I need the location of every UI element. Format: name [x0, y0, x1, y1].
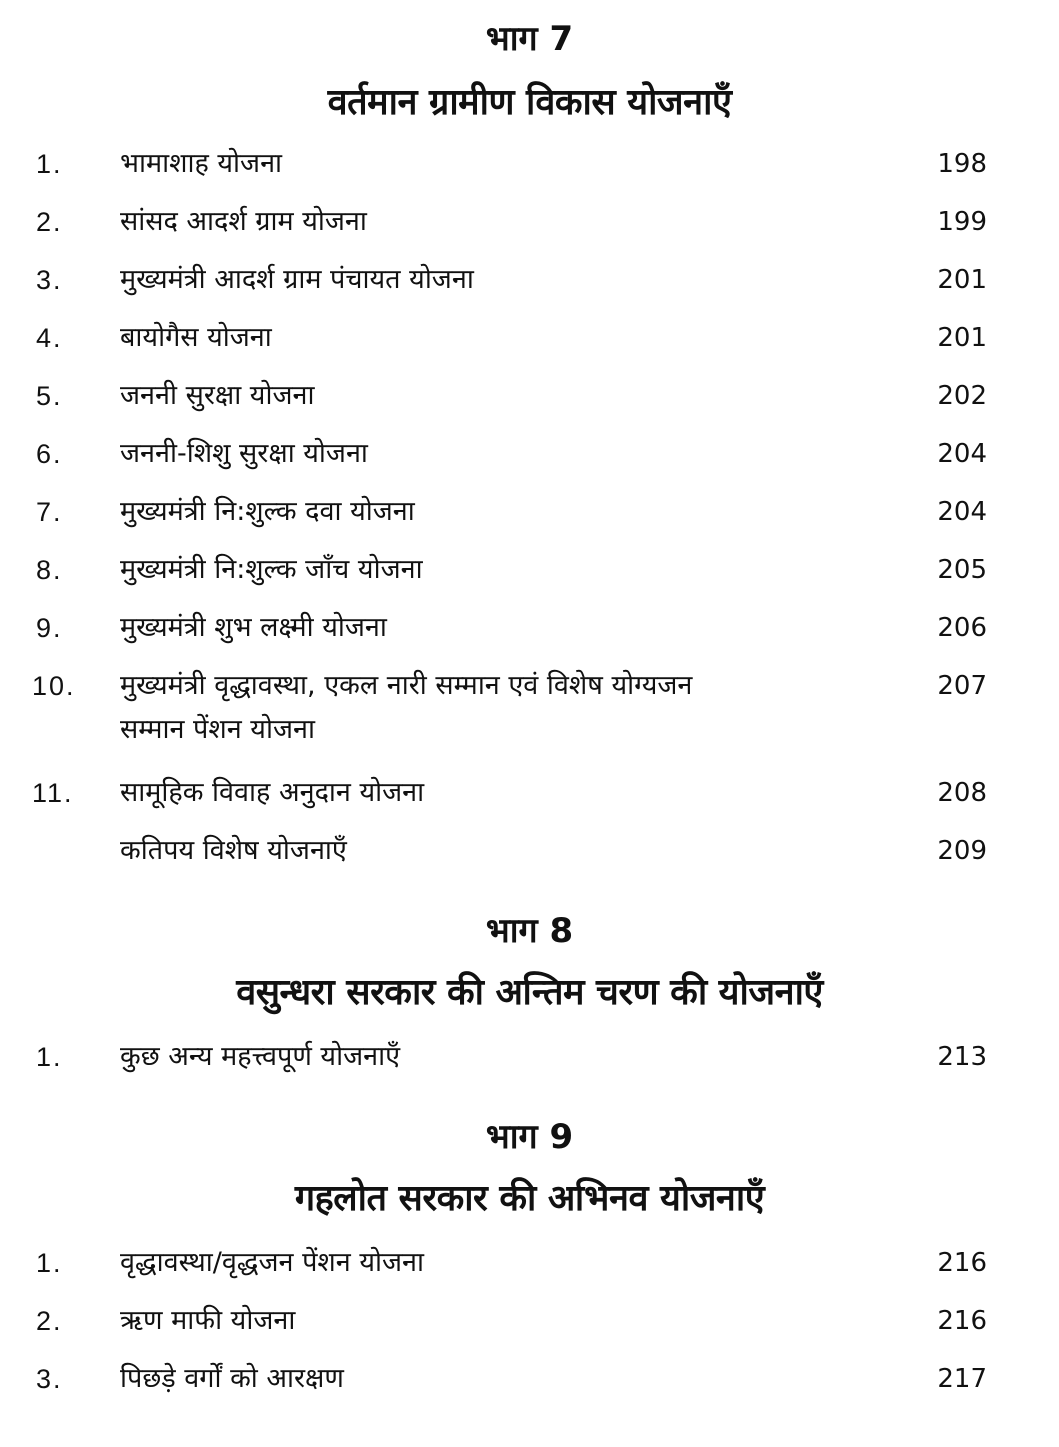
- entry-title: मुख्यमंत्री शुभ लक्ष्मी योजना: [120, 612, 387, 643]
- toc-entry[interactable]: [0, 606, 1059, 650]
- entry-number: 10.: [32, 671, 76, 701]
- entry-page-number: 204: [937, 497, 987, 527]
- toc-entry[interactable]: [0, 490, 1059, 534]
- entry-page-number: 209: [937, 836, 987, 866]
- entry-title: पिछड़े वर्गों को आरक्षण: [120, 1363, 344, 1394]
- entry-title: वृद्धावस्था/वृद्धजन पेंशन योजना: [120, 1247, 425, 1278]
- entry-number: 7.: [36, 497, 63, 527]
- entry-number: 1.: [36, 149, 63, 179]
- toc-entry[interactable]: [0, 1299, 1059, 1343]
- part-8-label: भाग 8: [485, 911, 574, 951]
- entry-number: 1.: [36, 1248, 63, 1278]
- part-7-title: वर्तमान ग्रामीण विकास योजनाएँ: [327, 82, 732, 123]
- toc-entry[interactable]: [0, 200, 1059, 244]
- entry-page-number: 205: [937, 555, 987, 585]
- entry-number: 8.: [36, 555, 63, 585]
- toc-entry[interactable]: [0, 142, 1059, 186]
- entry-title: मुख्यमंत्री नि:शुल्क दवा योजना: [120, 496, 415, 527]
- toc-entry[interactable]: [0, 258, 1059, 302]
- entry-title: जननी सुरक्षा योजना: [120, 380, 315, 411]
- entry-title-line-2: सम्मान पेंशन योजना: [120, 714, 315, 745]
- entry-page-number: 207: [937, 671, 987, 701]
- entry-number: 6.: [36, 439, 63, 469]
- entry-page-number: 216: [937, 1306, 987, 1336]
- part-8-title: वसुन्धरा सरकार की अन्तिम चरण की योजनाएँ: [236, 972, 823, 1013]
- entry-title-line-1: मुख्यमंत्री वृद्धावस्था, एकल नारी सम्मान एवं विशेष योग्यजन: [120, 670, 693, 701]
- entry-number: 2.: [36, 1306, 63, 1336]
- part-7-label: भाग 7: [485, 19, 574, 59]
- entry-page-number: 199: [937, 207, 987, 237]
- entry-number: 9.: [36, 613, 63, 643]
- entry-title: कतिपय विशेष योजनाएँ: [120, 835, 347, 866]
- entry-page-number: 201: [937, 265, 987, 295]
- entry-number: 1.: [36, 1042, 63, 1072]
- toc-entry[interactable]: [0, 1241, 1059, 1285]
- toc-entry[interactable]: [0, 829, 1059, 873]
- entry-title: कुछ अन्य महत्त्वपूर्ण योजनाएँ: [120, 1041, 401, 1072]
- part-9-title: गहलोत सरकार की अभिनव योजनाएँ: [294, 1178, 765, 1219]
- entry-number: 2.: [36, 207, 63, 237]
- entry-page-number: 204: [937, 439, 987, 469]
- entry-number: 5.: [36, 381, 63, 411]
- toc-entry[interactable]: [0, 771, 1059, 815]
- entry-title: मुख्यमंत्री नि:शुल्क जाँच योजना: [120, 554, 423, 585]
- entry-number: 3.: [36, 265, 63, 295]
- entry-title: सांसद आदर्श ग्राम योजना: [120, 206, 367, 237]
- toc-entry[interactable]: [0, 1035, 1059, 1079]
- toc-entry[interactable]: [0, 432, 1059, 476]
- entry-number: 3.: [36, 1364, 63, 1394]
- entry-title: बायोगैस योजना: [120, 322, 272, 353]
- entry-page-number: 213: [937, 1042, 987, 1072]
- part-9-label: भाग 9: [485, 1117, 574, 1157]
- entry-page-number: 198: [937, 149, 987, 179]
- entry-title: जननी-शिशु सुरक्षा योजना: [120, 438, 368, 469]
- entry-title: मुख्यमंत्री आदर्श ग्राम पंचायत योजना: [120, 264, 474, 295]
- entry-page-number: 208: [937, 778, 987, 808]
- toc-entry[interactable]: [0, 316, 1059, 360]
- toc-entry[interactable]: [0, 664, 1059, 756]
- entry-page-number: 206: [937, 613, 987, 643]
- entry-title: [120, 664, 692, 752]
- entry-title: ऋण माफी योजना: [120, 1305, 296, 1336]
- entry-title: भामाशाह योजना: [120, 148, 283, 179]
- entry-page-number: 216: [937, 1248, 987, 1278]
- toc-entry[interactable]: [0, 1357, 1059, 1401]
- entry-page-number: 202: [937, 381, 987, 411]
- toc-entry[interactable]: [0, 548, 1059, 592]
- entry-page-number: 201: [937, 323, 987, 353]
- entry-number: 11.: [32, 778, 74, 808]
- entry-title: सामूहिक विवाह अनुदान योजना: [120, 777, 425, 808]
- entry-page-number: 217: [937, 1364, 987, 1394]
- entry-number: 4.: [36, 323, 63, 353]
- toc-entry[interactable]: [0, 374, 1059, 418]
